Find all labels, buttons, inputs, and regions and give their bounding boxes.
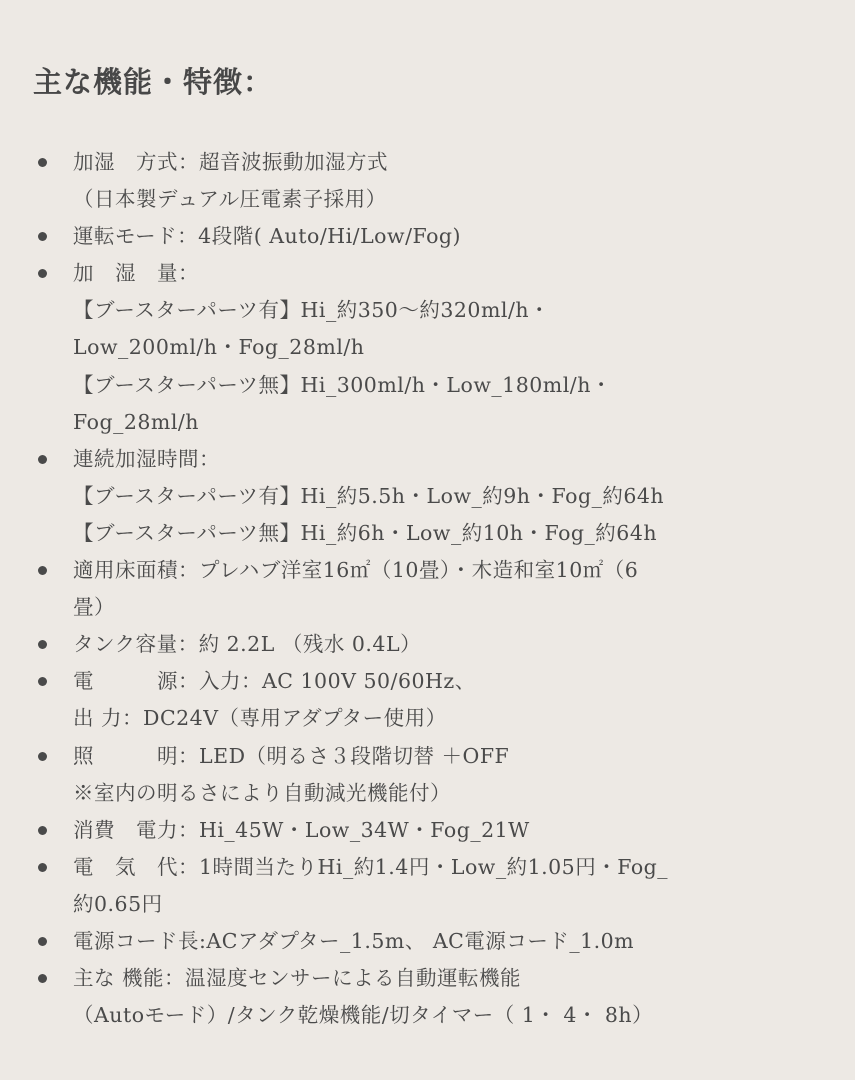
feature-line: 【ブースターパーツ無】Hi_約6h・Low_約10h・Fog_約64h (73, 520, 658, 545)
feature-item (0, 626, 855, 663)
feature-line: 【ブースターパーツ有】Hi_約5.5h・Low_約9h・Fog_約64h (73, 483, 665, 508)
bullet-icon (38, 974, 47, 983)
feature-line: 主な 機能：温湿度センサーによる自動運転機能 (73, 966, 522, 991)
feature-line: 出 力：DC24V（専用アダプター使用） (73, 706, 447, 731)
feature-line: 電源コード長:ACアダプター_1.5m、 AC電源コード_1.0m (73, 928, 635, 953)
feature-line: 【ブースターパーツ有】Hi_約350〜約320ml/h・ (73, 298, 551, 323)
feature-line: 消費 電力：Hi_45W・Low_34W・Fog_21W (73, 817, 530, 842)
bullet-icon (38, 158, 47, 167)
feature-line: 連続加湿時間： (73, 446, 220, 471)
feature-line: （Autoモード）/タンク乾燥機能/切タイマー（ 1・ 4・ 8h） (73, 1003, 654, 1028)
feature-item (0, 812, 855, 849)
feature-line: 約0.65円 (73, 891, 163, 916)
feature-item (0, 218, 855, 255)
feature-line: 照 明：LED（明るさ３段階切替 ＋OFF (73, 743, 510, 768)
feature-line: 加湿 方式：超音波振動加湿方式 (73, 150, 388, 174)
feature-item (0, 552, 855, 626)
bullet-icon (38, 455, 47, 464)
bullet-icon (38, 640, 47, 649)
bullet-icon (38, 863, 47, 872)
feature-item (0, 738, 855, 812)
feature-item (0, 144, 855, 218)
bullet-icon (38, 232, 47, 241)
feature-item (0, 255, 855, 440)
feature-line: 運転モード：4段階( Auto/Hi/Low/Fog) (73, 224, 462, 249)
feature-line: 加 湿 量： (73, 261, 199, 286)
feature-line: Fog_28ml/h (73, 409, 200, 434)
bullet-icon (38, 566, 47, 575)
section-heading: 主な機能・特徴： (33, 65, 274, 99)
feature-list (0, 144, 855, 1034)
feature-line: 適用床面積：プレハブ洋室16㎡（10畳）・木造和室10㎡（6 (73, 558, 639, 583)
feature-line: （日本製デュアル圧電素子採用） (73, 187, 387, 212)
feature-item (0, 441, 855, 552)
bullet-icon (38, 937, 47, 946)
bullet-icon (38, 269, 47, 278)
feature-item (0, 849, 855, 923)
feature-item (0, 923, 855, 960)
bullet-icon (38, 826, 47, 835)
feature-item (0, 960, 855, 1034)
feature-line: 【ブースターパーツ無】Hi_300ml/h・Low_180ml/h・ (73, 372, 612, 397)
bullet-icon (38, 677, 47, 686)
feature-line: タンク容量：約 2.2L （残水 0.4L） (73, 632, 422, 657)
bullet-icon (38, 752, 47, 761)
feature-item (0, 663, 855, 737)
feature-line: 電 気 代：1時間当たりHi_約1.4円・Low_約1.05円・Fog_ (73, 854, 669, 879)
feature-line: 電 源：入力：AC 100V 50/60Hz、 (73, 669, 476, 694)
feature-line: ※室内の明るさにより自動減光機能付） (73, 780, 451, 805)
feature-line: 畳） (73, 595, 115, 620)
feature-line: Low_200ml/h・Fog_28ml/h (73, 335, 365, 360)
